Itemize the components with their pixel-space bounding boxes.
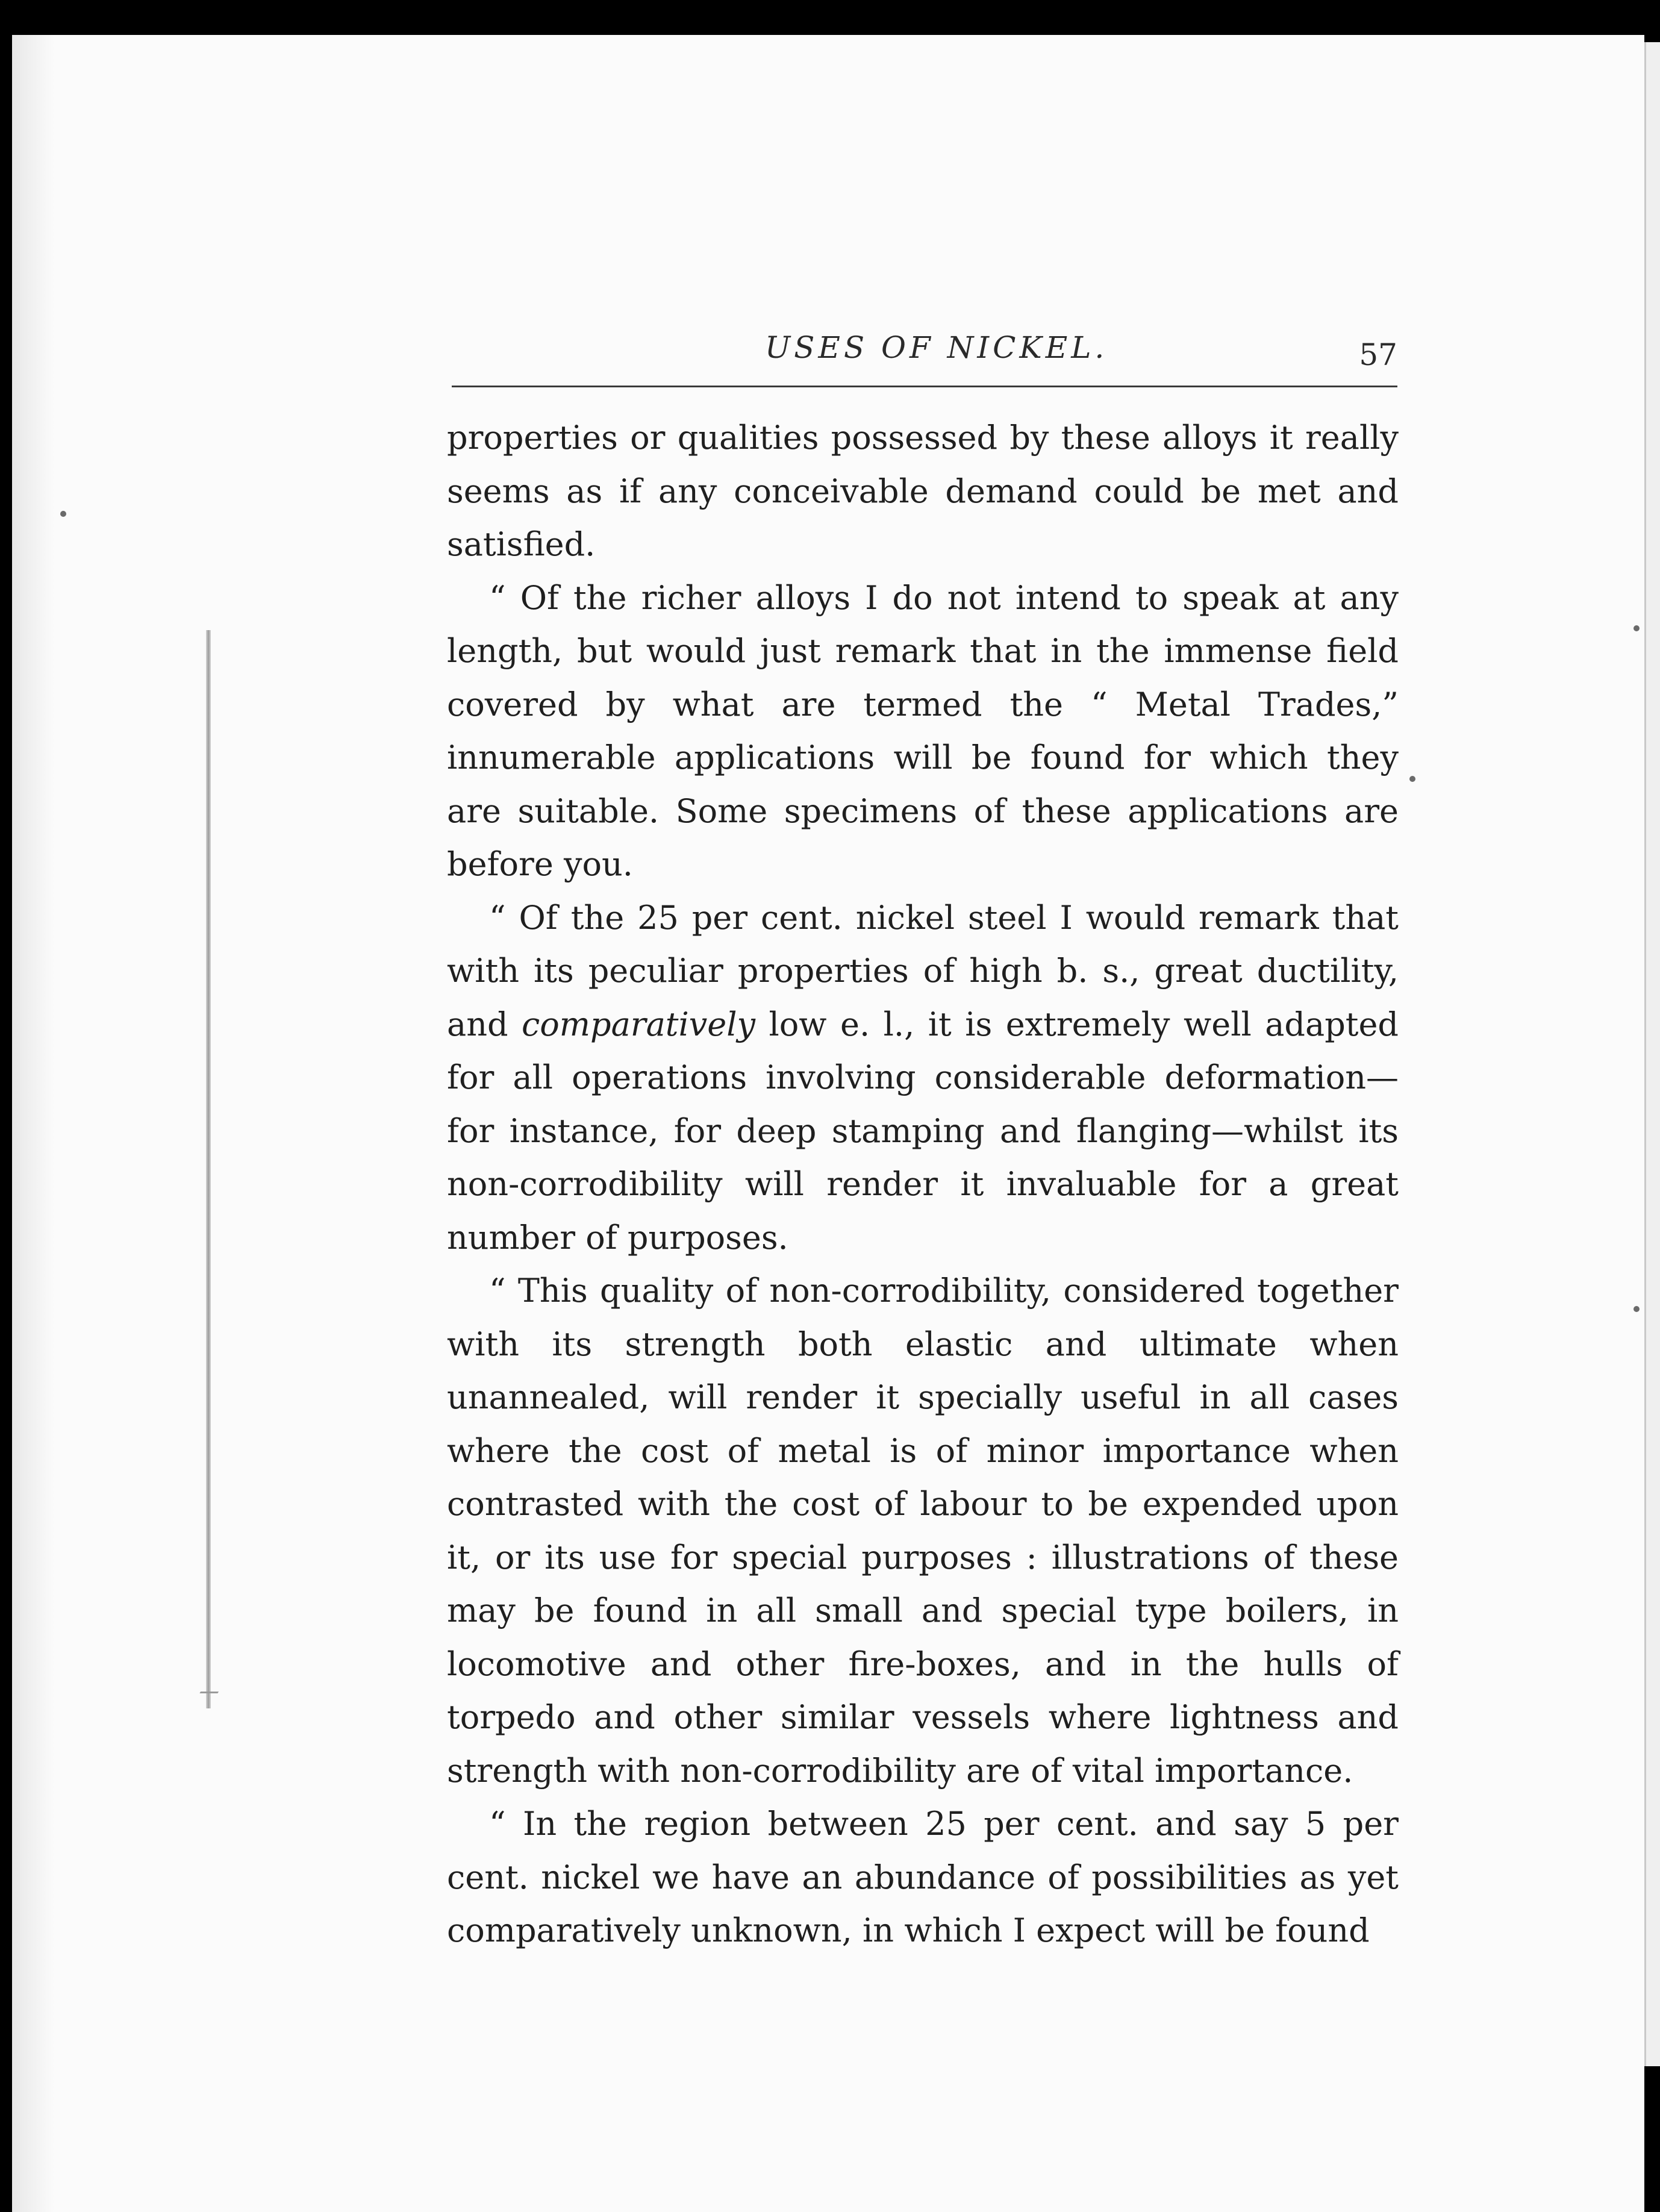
book-page (12, 35, 1644, 2212)
body-text (447, 411, 1399, 1958)
page-header (446, 324, 1397, 372)
emphasized-word: comparatively (522, 1005, 755, 1043)
paragraph-text: “ Of the 25 per cent. nickel steel I would remark that with its peculiar properties of high b. s., great ductility, and (447, 898, 1399, 1043)
running-head: USES OF NICKEL. (765, 330, 1108, 365)
paragraph: “ In the region between 25 per cent. and say 5 per cent. nickel we have an abundance of possibilities as yet comparatively unknown, in which I expect will be found (447, 1805, 1399, 1949)
paragraph: “ Of the richer alloys I do not intend to speak at any length, but would just remark that in the immense field covered by what are termed the “ Metal Trades,” innumerable applications will be found for which they are suitable. Some specimens of these applications are before you. (447, 578, 1399, 883)
scan-speck (60, 511, 66, 517)
page-number: 57 (1359, 337, 1397, 372)
header-rule (452, 386, 1397, 387)
scan-speck (1633, 625, 1640, 631)
paragraph (447, 892, 1399, 1265)
page-gutter-shadow (12, 35, 54, 2212)
fold-mark (199, 1679, 225, 1693)
fold-line (206, 630, 211, 1708)
paragraph-text: low e. l., it is extremely well adapted for all operations involving considerable deformation—for instance, for deep stamping and flanging—whilst its non-corrodibility will render it invaluable for a great number of purposes. (447, 1005, 1399, 1257)
page-edge-line (1644, 42, 1646, 2066)
scan-speck (1633, 1306, 1640, 1312)
scan-speck (1409, 776, 1415, 782)
paragraph: “ This quality of non-corrodibility, considered together with its strength both elastic and ultimate when unannealed, will render it specially useful in all cases where the cost of metal is of minor importance when contrasted with the cost of labour to be expended upon it, or its use for special purposes : illustrations of these may be found in all small and special type boilers, in locomotive and other fire-boxes, and in the hulls of torpedo and other similar vessels where lightness and strength with non-corrodibility are of vital importance. (447, 1272, 1399, 1790)
paragraph: properties or qualities possessed by these alloys it really seems as if any conceivable demand could be met and satisfied. (447, 419, 1399, 563)
